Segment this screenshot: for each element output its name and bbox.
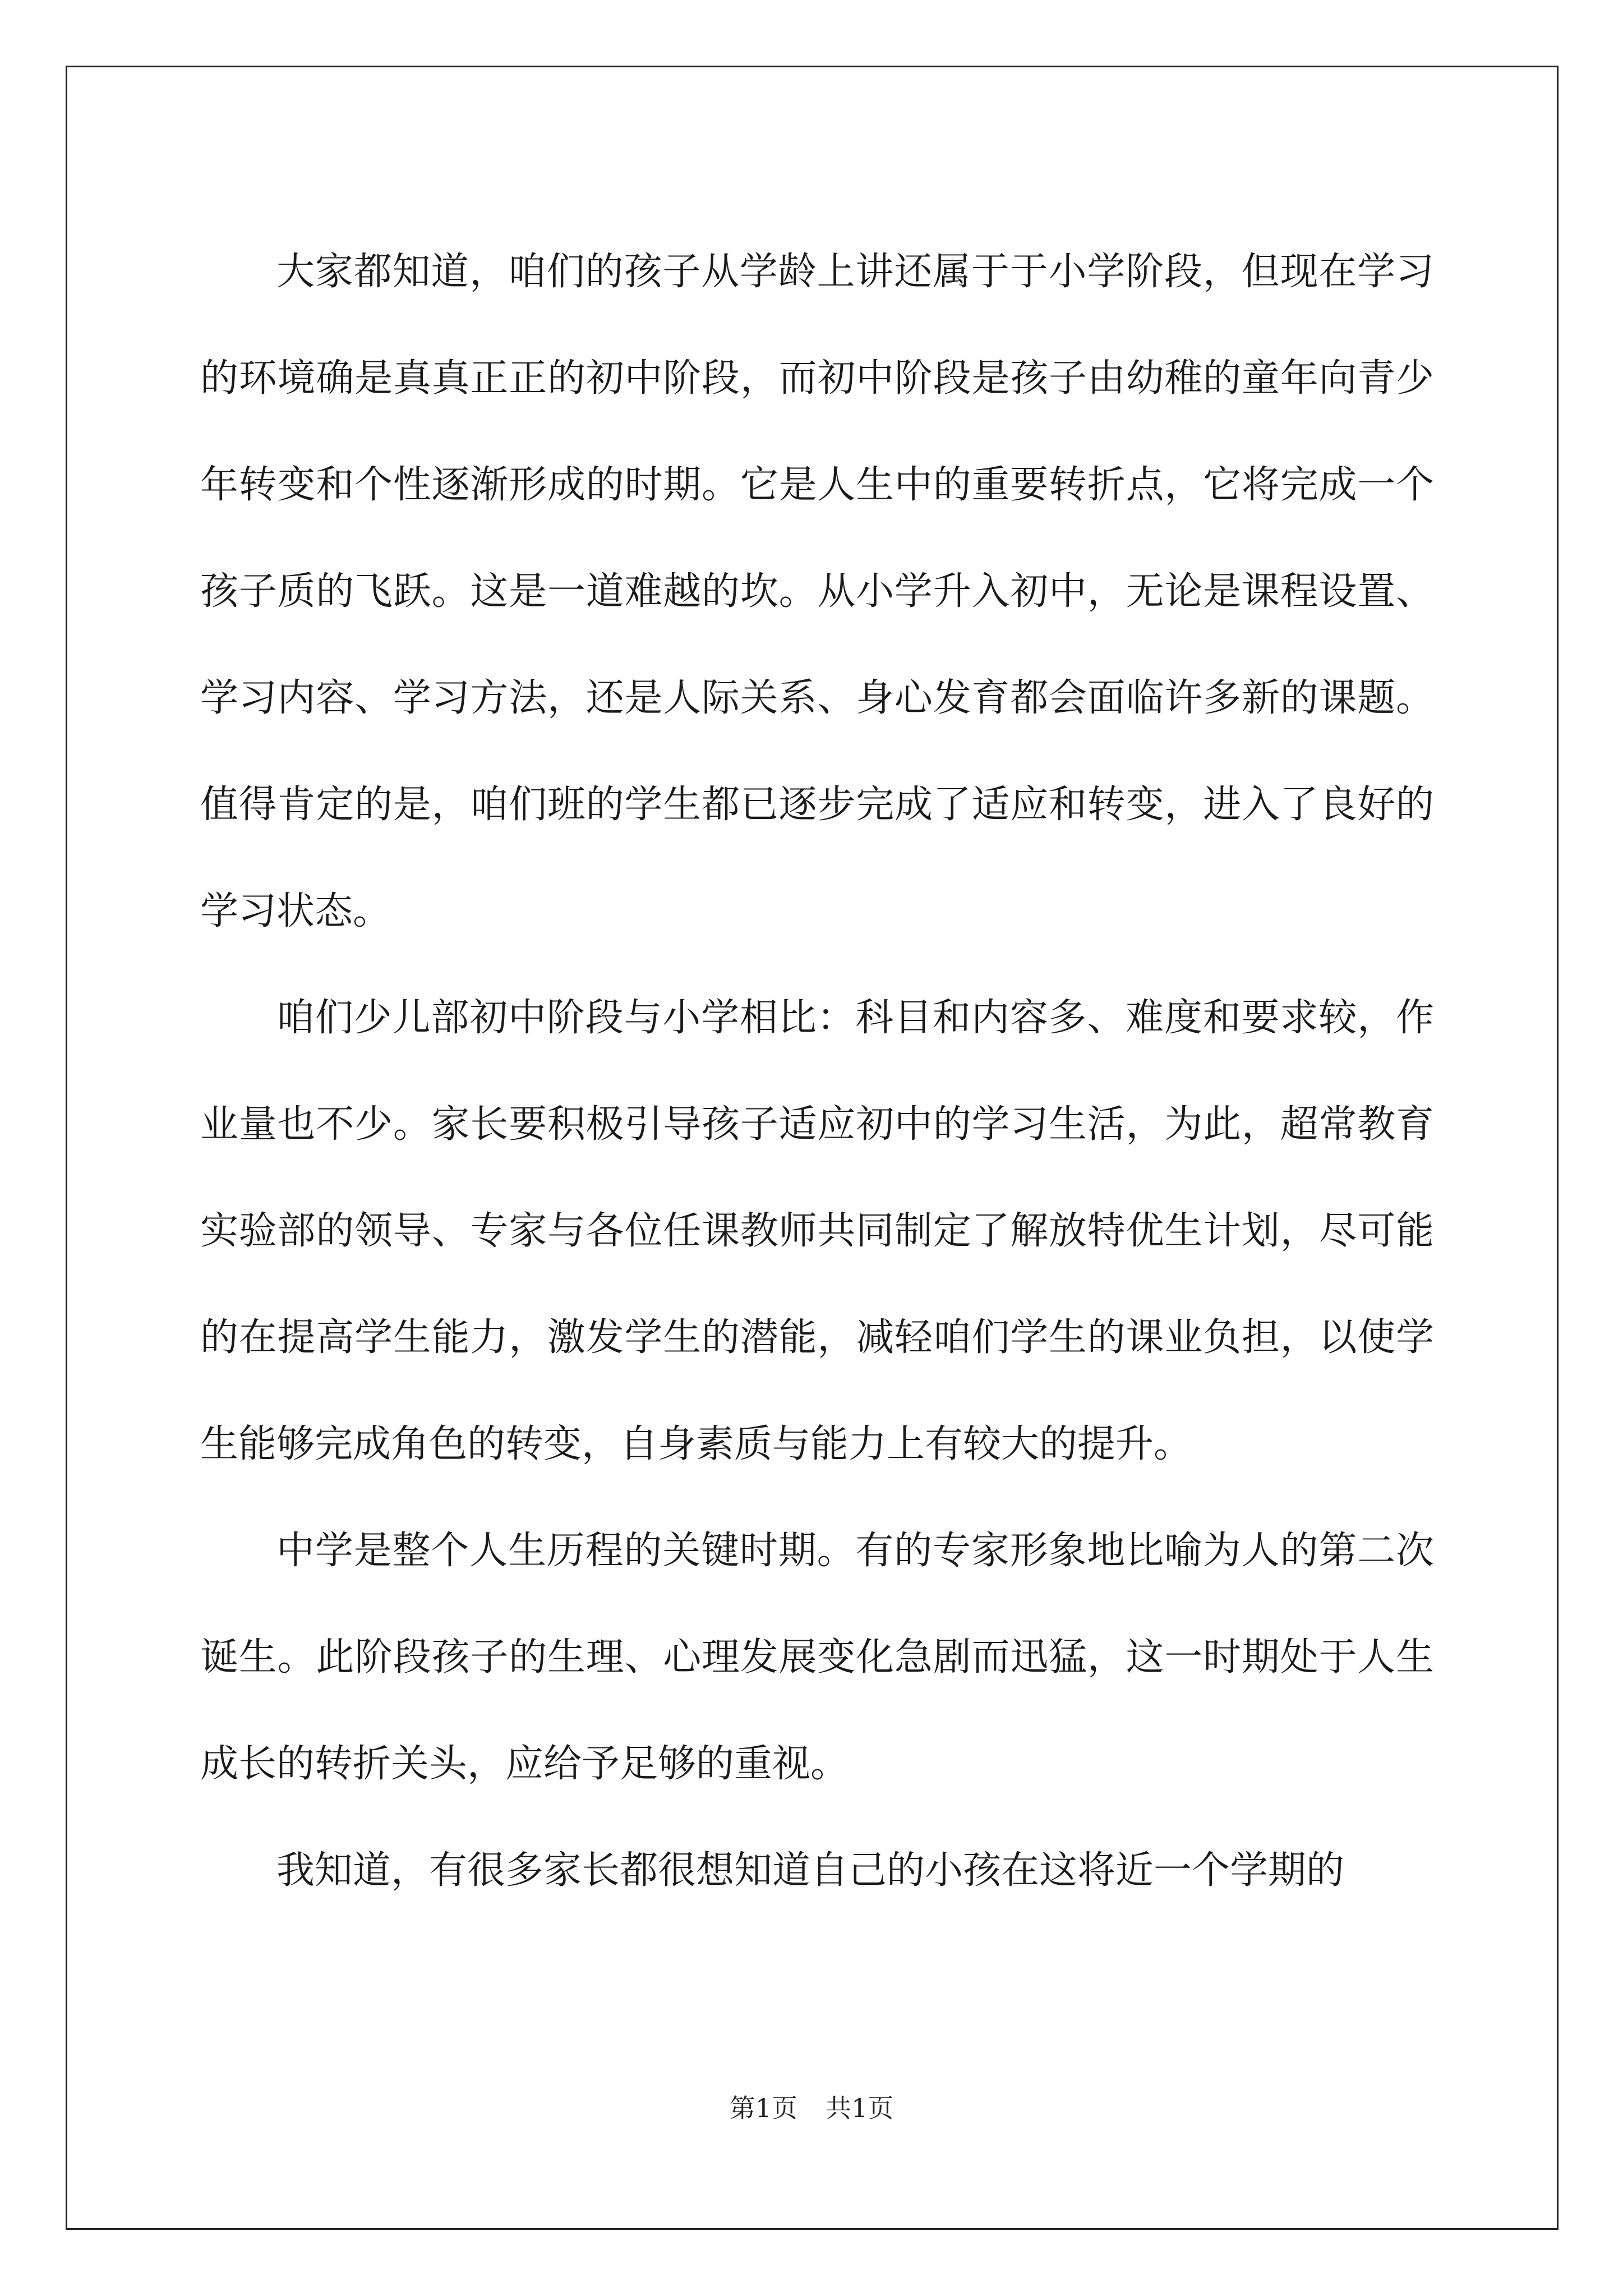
paragraph-2: 咱们少儿部初中阶段与小学相比：科目和内容多、难度和要求较，作业量也不少。家长要积极引导孩子适应初中的学习生活，为此，超常教育实验部的领导、专家与各位任课教师共同制定了解放特优生计划，尽可能的在提高学生能力，激发学生的潜能，减轻咱们学生的课业负担，以使学生能够完成角色的转变，自身素质与能力上有较大的提升。 bbox=[200, 996, 1434, 1466]
paragraph-3: 中学是整个人生历程的关键时期。有的专家形象地比喻为人的第二次诞生。此阶段孩子的生理、心理发展变化急剧而迅猛，这一时期处于人生成长的转折关头，应给予足够的重视。 bbox=[200, 1529, 1434, 1786]
page-total: 共1页 bbox=[826, 2093, 894, 2123]
page-footer bbox=[0, 2091, 1623, 2125]
page-number: 第1页 bbox=[729, 2093, 797, 2123]
paragraph-1: 大家都知道，咱们的孩子从学龄上讲还属于于小学阶段，但现在学习的环境确是真真正正的初中阶段，而初中阶段是孩子由幼稚的童年向青少年转变和个性逐渐形成的时期。它是人生中的重要转折点，它将完成一个孩子质的飞跃。这是一道难越的坎。从小学升入初中，无论是课程设置、学习内容、学习方法，还是人际关系、身心发育都会面临许多新的课题。值得肯定的是，咱们班的学生都已逐步完成了适应和转变，进入了良好的学习状态。 bbox=[200, 250, 1434, 933]
paragraph-4: 我知道，有很多家长都很想知道自己的小孩在这将近一个学期的 bbox=[276, 1848, 1345, 1893]
document-body bbox=[200, 219, 1434, 1924]
